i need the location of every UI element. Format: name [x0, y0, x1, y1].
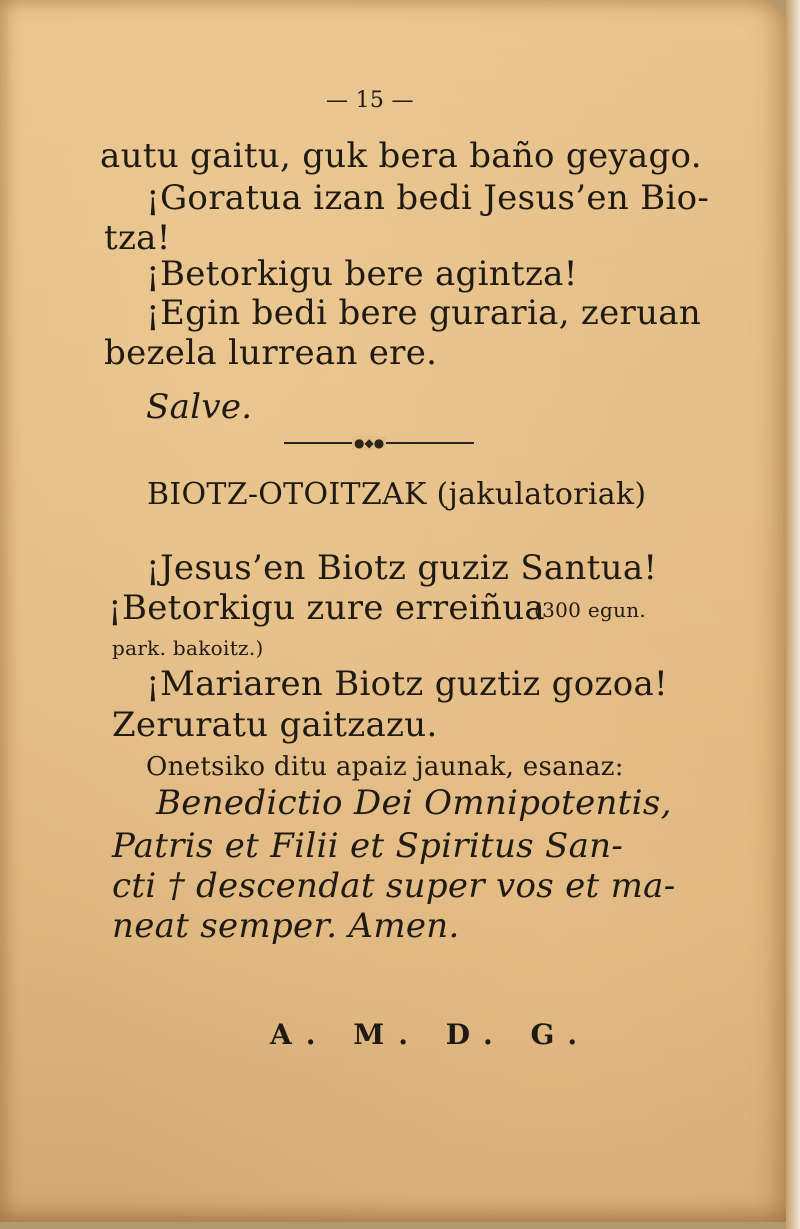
prayer-line: ¡Mariaren Biotz guztiz gozoa! [146, 664, 669, 704]
prayer-line: ¡Betorkigu zure erreiñua [108, 588, 545, 628]
text-line: ¡Goratua izan bedi Jesus’en Bio- [146, 178, 710, 218]
blessing-line: cti † descendat super vos et ma- [112, 866, 676, 906]
text-line: bezela lurrean ere. [104, 333, 438, 373]
prayer-line: Zeruratu gaitzazu. [112, 705, 438, 745]
blessing-line: Patris et Filii et Spiritus San- [112, 826, 624, 866]
page-edge [786, 0, 800, 1229]
salve-line: Salve. [146, 387, 253, 427]
text-line: tza! [104, 218, 171, 258]
blessing-line: neat semper. Amen. [112, 906, 460, 946]
divider-ornament-icon: ●◆● [354, 436, 385, 450]
instruction-line: Onetsiko ditu apaiz jaunak, esanaz: [146, 752, 624, 782]
text-line: autu gaitu, guk bera baño geyago. [100, 136, 702, 176]
blessing-line: Benedictio Dei Omnipotentis, [156, 783, 672, 823]
indulgence-note: (300 egun. [534, 598, 647, 622]
amdg-footer: A. M. D. G. [270, 1018, 592, 1051]
text-line: ¡Egin bedi bere guraria, zeruan [146, 293, 702, 333]
page-number: — 15 — [326, 88, 414, 113]
prayer-line: ¡Jesus’en Biotz guziz Santua! [146, 548, 658, 588]
indulgence-note: park. bakoitz.) [112, 636, 264, 660]
section-heading: BIOTZ-OTOITZAK (jakulatoriak) [147, 477, 647, 512]
text-line: ¡Betorkigu bere agintza! [146, 254, 578, 294]
